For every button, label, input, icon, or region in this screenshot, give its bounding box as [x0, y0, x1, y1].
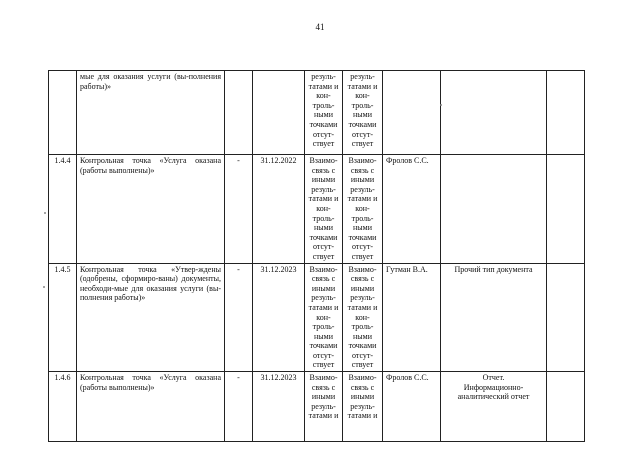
cell-line: татами и [347, 411, 378, 421]
relation-cell-2 [343, 263, 383, 372]
cell-line: иными [350, 175, 375, 185]
base-value [225, 71, 253, 155]
cell-line: связь с [311, 382, 336, 392]
cell-line: ствует [351, 360, 374, 370]
cell-line: иными [350, 283, 375, 293]
cell-line: Взаимо- [348, 373, 377, 383]
base-value: - [225, 263, 253, 372]
document-type [441, 263, 547, 372]
cell-line: ными [314, 331, 333, 341]
cell-line: Прочий тип документа [454, 264, 533, 274]
cell-line: татами и [308, 302, 339, 312]
scan-speck [44, 212, 46, 214]
cell-line: иными [350, 392, 375, 402]
cell-line: отсут- [351, 350, 374, 360]
cell-line: ными [314, 223, 333, 233]
relation-cell-1 [305, 372, 343, 442]
relation-cell-2 [343, 155, 383, 264]
base-value: - [225, 372, 253, 442]
cell-line: иными [311, 392, 336, 402]
cell-line: татами и [308, 411, 339, 421]
document-type [441, 155, 547, 264]
cell-line: резуль- [311, 72, 336, 81]
control-point-name: мые для оказания услуги (вы-полнения работы)» [77, 71, 225, 155]
cell-line: отсут- [351, 129, 374, 139]
due-date: 31.12.2022 [253, 155, 305, 264]
relation-cell-1 [305, 263, 343, 372]
cell-line: ными [314, 110, 333, 120]
cell-line: отсут- [312, 350, 335, 360]
document-type [441, 372, 547, 442]
cell-line: резуль- [350, 293, 375, 303]
responsible-person: Гутман В.А. [383, 263, 441, 372]
cell-line: Взаимо- [309, 264, 338, 274]
cell-line: отсут- [312, 129, 335, 139]
cell-line: отсут- [312, 242, 335, 252]
control-point-name: Контрольная точка «Утвер-ждены (одобрены, сформиро-ваны) документы, необходи-мые для оказания услуги (вы-полнения работы)» [77, 263, 225, 372]
cell-line: троль- [351, 100, 374, 110]
cell-line: точками [309, 232, 338, 242]
extra-cell [547, 263, 585, 372]
cell-line: аналитический отчет [457, 392, 530, 402]
cell-line: татами и [308, 194, 339, 204]
cell-line: татами и [347, 194, 378, 204]
table-row [49, 71, 585, 155]
cell-line: точками [309, 119, 338, 129]
cell-line: троль- [351, 322, 374, 332]
cell-line: Взаимо- [348, 264, 377, 274]
cell-line: ствует [312, 360, 335, 370]
cell-line: отсут- [351, 242, 374, 252]
cell-line: резуль- [350, 184, 375, 194]
table-row [49, 372, 585, 442]
scan-speck [43, 286, 45, 288]
cell-line: Отчет. [482, 373, 505, 383]
cell-line: связь с [311, 165, 336, 175]
relation-cell-2 [343, 372, 383, 442]
responsible-person [383, 71, 441, 155]
cell-line: резуль- [350, 401, 375, 411]
extra-cell [547, 372, 585, 442]
cell-line: связь с [311, 274, 336, 284]
cell-line: связь с [350, 382, 375, 392]
page-number: 41 [315, 22, 325, 32]
cell-line: резуль- [311, 401, 336, 411]
cell-line: резуль- [350, 72, 375, 81]
relation-cell-2 [343, 71, 383, 155]
cell-line: точками [348, 341, 377, 351]
cell-line: татами и [308, 81, 339, 91]
cell-line: кон- [316, 91, 331, 101]
cell-line: кон- [355, 91, 370, 101]
cell-line: татами и [347, 81, 378, 91]
row-number [49, 71, 77, 155]
cell-line: кон- [316, 312, 331, 322]
cell-line: троль- [351, 213, 374, 223]
cell-line: кон- [355, 312, 370, 322]
extra-cell [547, 155, 585, 264]
due-date: 31.12.2023 [253, 372, 305, 442]
cell-line: ными [353, 223, 372, 233]
cell-line: троль- [312, 100, 335, 110]
scan-speck [440, 104, 442, 106]
row-number: 1.4.6 [49, 372, 77, 442]
cell-line: Взаимо- [348, 156, 377, 165]
cell-line: кон- [355, 203, 370, 213]
cell-line: Взаимо- [309, 156, 338, 165]
control-points-table [48, 70, 585, 442]
cell-line: троль- [312, 213, 335, 223]
cell-line: ствует [312, 139, 335, 149]
cell-line: Взаимо- [309, 373, 338, 383]
due-date [253, 71, 305, 155]
responsible-person: Фролов С.С. [383, 155, 441, 264]
cell-line: иными [311, 175, 336, 185]
cell-line: кон- [316, 203, 331, 213]
cell-line: точками [309, 341, 338, 351]
cell-line: связь с [350, 165, 375, 175]
table-row [49, 263, 585, 372]
cell-line: ными [353, 110, 372, 120]
cell-line: татами и [347, 302, 378, 312]
control-point-name: Контрольная точка «Услуга оказана (работы выполнены)» [77, 155, 225, 264]
table-row [49, 155, 585, 264]
cell-line: связь с [350, 274, 375, 284]
relation-cell-1 [305, 155, 343, 264]
base-value: - [225, 155, 253, 264]
cell-line: резуль- [311, 293, 336, 303]
control-point-name: Контрольная точка «Услуга оказана (работы выполнены)» [77, 372, 225, 442]
cell-line: ными [353, 331, 372, 341]
cell-line: ствует [351, 251, 374, 261]
cell-line: ствует [312, 251, 335, 261]
cell-line: точками [348, 119, 377, 129]
extra-cell [547, 71, 585, 155]
cell-line: иными [311, 283, 336, 293]
cell-line: точками [348, 232, 377, 242]
responsible-person: Фролов С.С. [383, 372, 441, 442]
row-number: 1.4.4 [49, 155, 77, 264]
cell-line: резуль- [311, 184, 336, 194]
document-type [441, 71, 547, 155]
cell-line: троль- [312, 322, 335, 332]
due-date: 31.12.2023 [253, 263, 305, 372]
relation-cell-1 [305, 71, 343, 155]
row-number: 1.4.5 [49, 263, 77, 372]
cell-line: ствует [351, 139, 374, 149]
cell-line: Информационно- [463, 382, 524, 392]
